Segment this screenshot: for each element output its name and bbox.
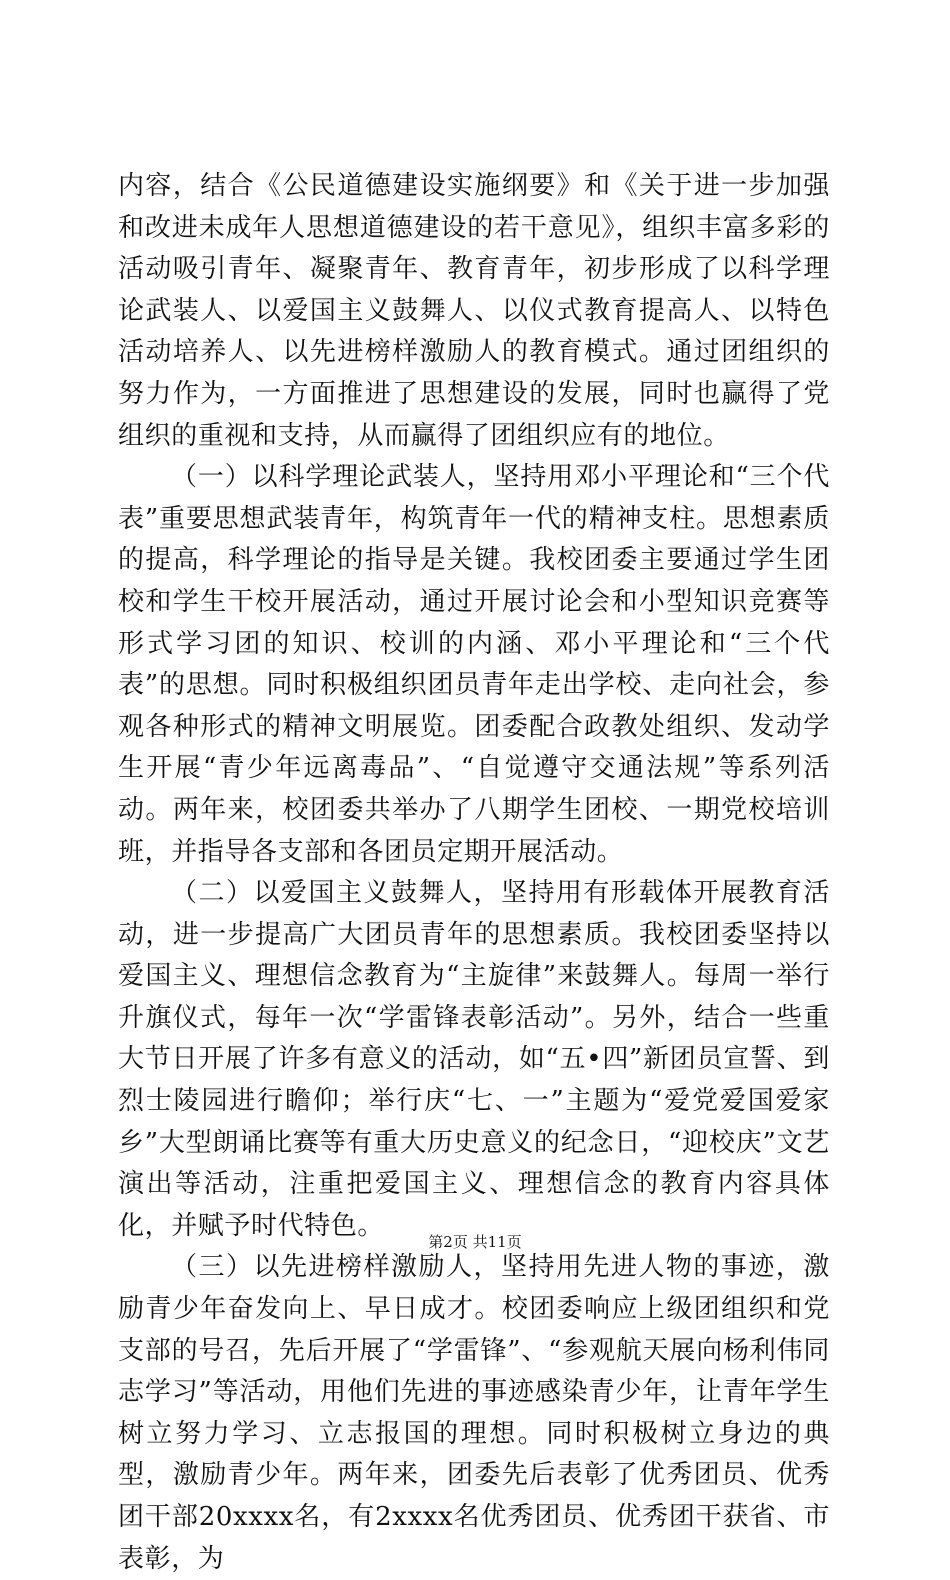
page-number-footer: 第2页 共11页 [428,1233,522,1251]
paragraph-section-1: （一）以科学理论武装人，坚持用邓小平理论和“三个代表”重要思想武装青年，构筑青年一代的精神支柱。思想素质的提高，科学理论的指导是关键。我校团委主要通过学生团校和学生干校开展活动，通过开展讨论会和小型知识竞赛等形式学习团的知识、校训的内涵、邓小平理论和“三个代表”的思想。同时积极组织团员青年走出学校、走向社会，参观各种形式的精神文明展览。团委配合政教处组织、发动学生开展“青少年远离毒品”、“自觉遵守交通法规”等系列活动。两年来，校团委共举办了八期学生团校、一期党校培训班，并指导各支部和各团员定期开展活动。 [118,462,830,867]
paragraph-section-2: （二）以爱国主义鼓舞人，坚持用有形载体开展教育活动，进一步提高广大团员青年的思想素质。我校团委坚持以爱国主义、理想信念教育为“主旋律”来鼓舞人。每周一举行升旗仪式，每年一次“学雷锋表彰活动”。另外，结合一些重大节日开展了许多有意义的活动，如“五•四”新团员宣誓、到烈士陵园进行瞻仰；举行庆“七、一”主题为“爱党爱国爱家乡”大型朗诵比赛等有重大历史意义的纪念日，“迎校庆”文艺演出等活动，注重把爱国主义、理想信念的教育内容具体化，并赋予时代特色。 [118,878,830,1241]
paragraph-intro: 内容，结合《公民道德建设实施纲要》和《关于进一步加强和改进未成年人思想道德建设的若干意见》，组织丰富多彩的活动吸引青年、凝聚青年、教育青年，初步形成了以科学理论武装人、以爱国主义鼓舞人、以仪式教育提高人、以特色活动培养人、以先进榜样激励人的教育模式。通过团组织的努力作为，一方面推进了思想建设的发展，同时也赢得了党组织的重视和支持，从而赢得了团组织应有的地位。 [118,171,830,451]
paragraph-section-3: （三）以先进榜样激励人，坚持用先进人物的事迹，激励青少年奋发向上、早日成才。校团委响应上级团组织和党支部的号召，先后开展了“学雷锋”、“参观航天展向杨利伟同志学习”等活动，用他们先进的事迹感染青少年，让青年学生树立努力学习、立志报国的理想。同时积极树立身边的典型，激励青少年。两年来，团委先后表彰了优秀团员、优秀团干部20xxxx名，有2xxxx名优秀团员、优秀团干获省、市表彰，为 [118,1252,830,1574]
body-text [118,166,830,1580]
